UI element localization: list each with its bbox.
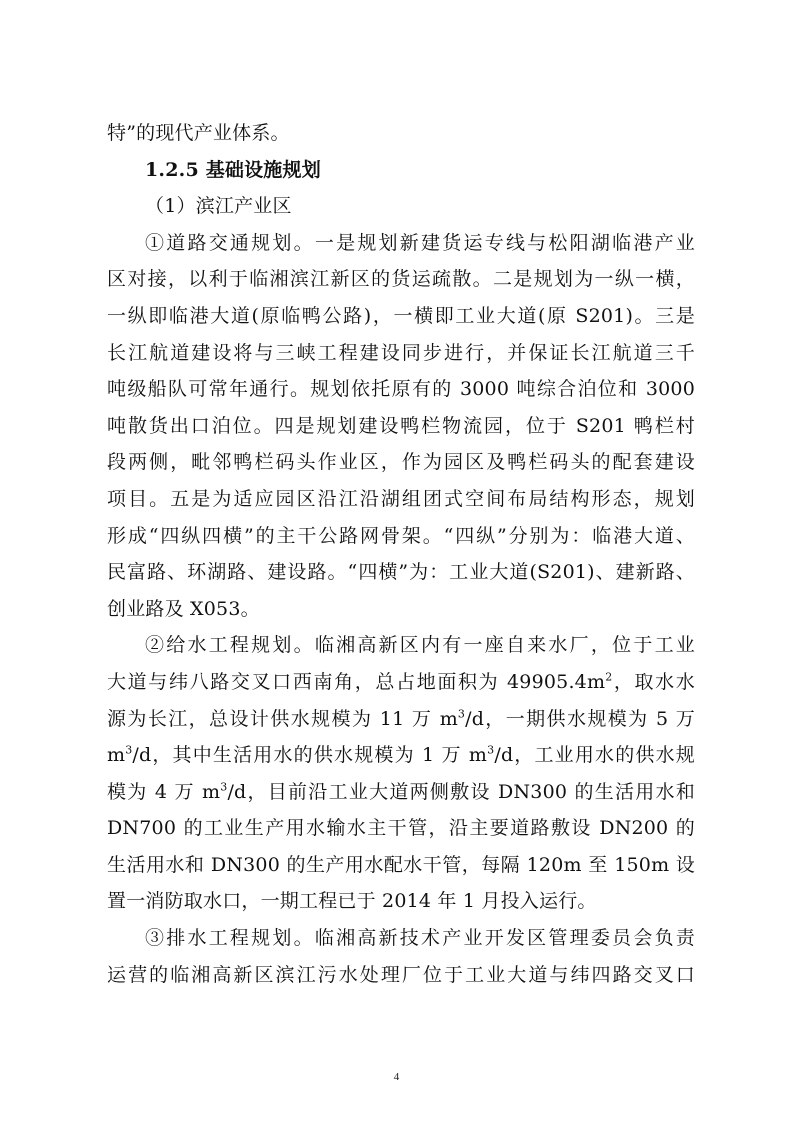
- text-line: 一纵即临港大道(原临鸭公路)，一横即工业大道(原 S201)。三是: [107, 304, 695, 327]
- text-line: 吨级船队可常年通行。规划依托原有的 3000 吨综合泊位和 3000: [107, 378, 695, 401]
- text-line: 大道与纬八路交叉口西南角，总占地面积为 $49905.4m^2$，取水水: [107, 670, 695, 693]
- text-line: ②给水工程规划。临湘高新区内有一座自来水厂，位于工业: [145, 634, 695, 657]
- text-line: 形成“四纵四横”的主干公路网骨架。“四纵”分别为：临港大道、: [107, 524, 695, 547]
- text-line: 置一消防取水口，一期工程已于 2014 年 1 月投入运行。: [107, 890, 597, 913]
- text-line: 民富路、环湖路、建设路。“四横”为：工业大道(S201)、建新路、: [107, 561, 695, 584]
- text-line: 运营的临湘高新区滨江污水处理厂位于工业大道与纬四路交叉口: [107, 963, 695, 986]
- text-line: ①道路交通规划。一是规划新建货运专线与松阳湖临港产业: [145, 231, 695, 254]
- body-text: [107, 115, 695, 993]
- section-heading: 1.2.5 基础设施规划: [145, 158, 321, 181]
- text-line: 特”的现代产业体系。: [107, 122, 290, 144]
- text-line: 段两侧，毗邻鸭栏码头作业区，作为园区及鸭栏码头的配套建设: [107, 451, 695, 474]
- page-number: 4: [393, 1071, 400, 1083]
- text-line: DN700 的工业生产用水输水主干管，沿主要道路敷设 DN200 的: [107, 817, 695, 840]
- text-line: 长江航道建设将与三峡工程建设同步进行，并保证长江航道三千: [107, 341, 695, 364]
- text-line: 吨散货出口泊位。四是规划建设鸭栏物流园，位于 S201 鸭栏村: [107, 414, 695, 437]
- text-line: 创业路及 X053。: [107, 597, 260, 620]
- text-line: 项目。五是为适应园区沿江沿湖组团式空间布局结构形态，规划: [107, 487, 695, 510]
- text-line: 生活用水和 DN300 的生产用水配水干管，每隔 120m 至 150m 设: [107, 853, 695, 876]
- text-line: 模为 4 万 $m^3/d$，目前沿工业大道两侧敷设 DN300 的生活用水和: [107, 780, 696, 803]
- text-line: 区对接，以利于临湘滨江新区的货运疏散。二是规划为一纵一横，: [107, 268, 695, 291]
- text-line: ③排水工程规划。临湘高新技术产业开发区管理委员会负责: [145, 927, 695, 950]
- text-line: $m^3/d$，其中生活用水的供水规模为 1 万 $m^3/d$，工业用水的供水规: [107, 743, 695, 767]
- text-line: 源为长江，总设计供水规模为 11 万 $m^3/d$，一期供水规模为 5 万: [107, 707, 695, 730]
- subsection-heading: （1）滨江产业区: [145, 195, 292, 218]
